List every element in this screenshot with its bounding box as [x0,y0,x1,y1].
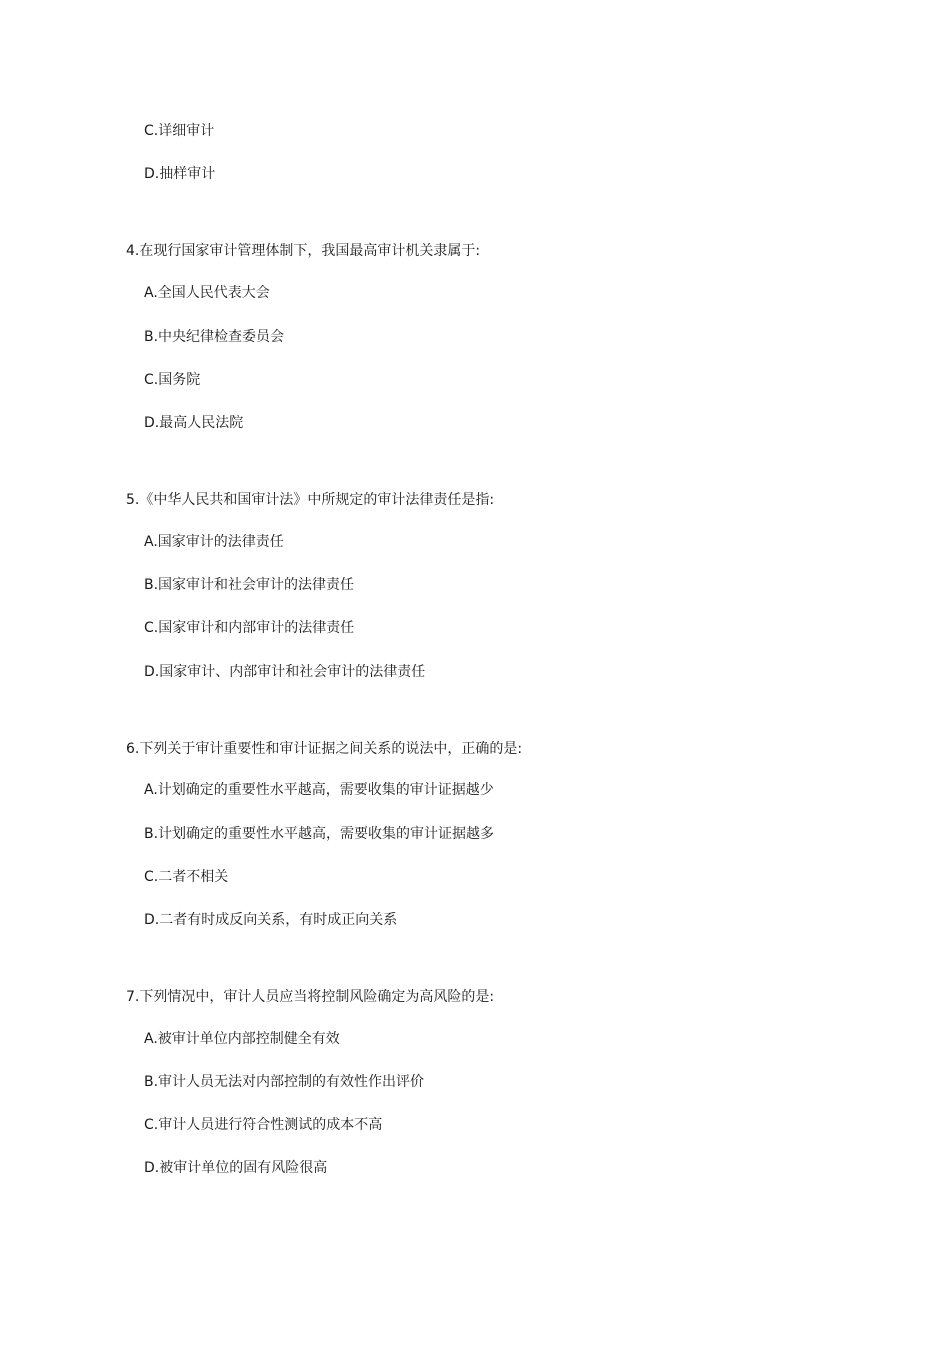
question-6-option-b: B.计划确定的重要性水平越高，需要收集的审计证据越多 [144,826,495,842]
question-4: 4.在现行国家审计管理体制下，我国最高审计机关隶属于: [126,243,481,259]
question-4-option-a: A.全国人民代表大会 [144,285,270,301]
option-prev-d: D.抽样审计 [144,166,216,182]
question-5: 5.《中华人民共和国审计法》中所规定的审计法律责任是指: [126,492,495,508]
question-7-option-c: C.审计人员进行符合性测试的成本不高 [144,1117,383,1133]
question-7-option-b: B.审计人员无法对内部控制的有效性作出评价 [144,1074,425,1090]
question-6-option-c: C.二者不相关 [144,869,229,885]
question-5-option-d: D.国家审计、内部审计和社会审计的法律责任 [144,664,426,680]
question-4-option-c: C.国务院 [144,372,201,388]
question-4-option-d: D.最高人民法院 [144,415,244,431]
question-6-option-d: D.二者有时成反向关系，有时成正向关系 [144,912,398,928]
question-5-option-b: B.国家审计和社会审计的法律责任 [144,577,355,593]
question-7-option-a: A.被审计单位内部控制健全有效 [144,1031,340,1047]
question-5-option-a: A.国家审计的法律责任 [144,534,284,550]
option-prev-c: C.详细审计 [144,123,215,139]
question-5-option-c: C.国家审计和内部审计的法律责任 [144,620,355,636]
question-6-option-a: A.计划确定的重要性水平越高，需要收集的审计证据越少 [144,782,494,798]
question-7-option-d: D.被审计单位的固有风险很高 [144,1160,328,1176]
question-6: 6.下列关于审计重要性和审计证据之间关系的说法中，正确的是: [126,741,523,757]
question-4-option-b: B.中央纪律检查委员会 [144,329,285,345]
question-7: 7.下列情况中，审计人员应当将控制风险确定为高风险的是: [126,989,495,1005]
